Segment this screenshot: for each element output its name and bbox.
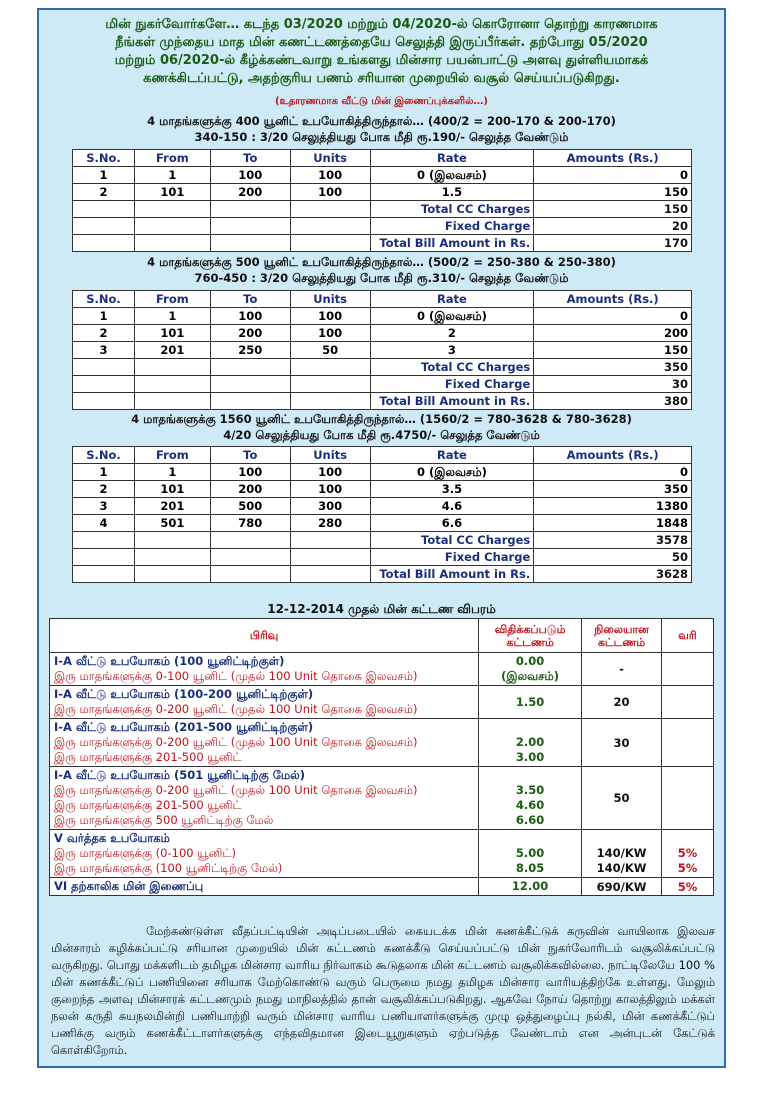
col-sno: S.No.: [73, 447, 135, 464]
col-units: Units: [290, 291, 370, 308]
table-row: 4 501 780 280 6.6 1848: [73, 515, 692, 532]
total-row: Total Bill Amount in Rs. 380: [73, 393, 692, 410]
table-row: 3 201 250 50 3 150: [73, 342, 692, 359]
table-row: 1 1 100 100 0 (இலவசம்) 0: [73, 308, 692, 325]
total-row: Total Bill Amount in Rs. 3628: [73, 566, 692, 583]
col-amount: Amounts (Rs.): [534, 447, 692, 464]
col-to: To: [210, 447, 290, 464]
col-category: பிரிவு: [50, 619, 479, 653]
col-tax: வரி: [662, 619, 714, 653]
col-units: Units: [290, 447, 370, 464]
example-2-line-2: 760-450 : 3/20 செலுத்தியது போக மீதி ரூ.310/- செலுத்த வேண்டும்: [194, 271, 569, 285]
col-to: To: [210, 291, 290, 308]
col-rate: Rate: [370, 447, 534, 464]
table-row: I-A வீட்டு உபயோகம் (501 யூனிட்டிற்கு மேல்) இரு மாதங்களுக்கு 0-200 யூனிட் (முதல் 100 Unit தொகை இலவசம்) இரு மாதங்களுக்கு 201-500 யூனிட் இரு மாதங்களுக்கு 500 யூனிட்டிற்கு மேல் 3.50 4.60 6.60 50: [50, 767, 714, 830]
table-row: 1 1 100 100 0 (இலவசம்) 0: [73, 167, 692, 184]
total-row: Total CC Charges 150: [73, 201, 692, 218]
example-2-line-1: 4 மாதங்களுக்கு 500 யூனிட் உபயோகித்திருந்தால்… (500/2 = 250-380 & 250-380): [147, 255, 616, 269]
closing-paragraph: மேற்கண்டுள்ள வீதப்பட்டியின் அடிப்படையில் கையடக்க மின் கணக்கீட்டுக் கருவின் வாயிலாக இலவச மின்சாரம் கழிக்கப்பட்டு சரியான முறையில் மின் கட்டணம் கணக்கீடு செய்யப்பட்டு மின் நுகர்வோரிடம் வசூலிக்கப்பட்டு வருகிறது. பொது மக்களிடம் தமிழக மின்சார வாரிய நிர்வாகம் கூடுதலாக மின் கட்டணம் வசூலிக்கவில்லை. நாட்டிலேயே 100 % மின் கணக்கீட்டுப் பணியினை சரியாக மேற்கொண்டு வரும் பெருமை நமது தமிழக மின்சார வாரியத்திற்கே உள்ளது. மேலும் குறைந்த அளவு மின்சாரக் கட்டணமும் நமது மாநிலத்தில் தான் வசூலிக்கப்படுகிறது. ஆகவே நோய் தொற்று காலத்திலும் மக்கள் நலன் கருதி சுயநலமின்றி பணியாற்றி வரும் மின்சார வாரிய பணியாளர்களுக்கு முழு ஒத்துழைப்பு நல்கி, மின் கணக்கீட்டுப் பணிக்கு வரும் கணக்கீட்டாளர்களுக்கு எந்தவிதமான இடையூறுகளும் ஏற்படுத்த வேண்டாம் என அன்புடன் கேட்டுக் கொள்கிறோம்.: [51, 924, 715, 1057]
tariff-schedule-table: [49, 618, 714, 896]
col-from: From: [134, 447, 210, 464]
col-units: Units: [290, 150, 370, 167]
table-row: 1 1 100 100 0 (இலவசம்) 0: [73, 464, 692, 481]
example-1-table: [72, 149, 692, 252]
table-row: 2 101 200 100 3.5 350: [73, 481, 692, 498]
table-row: 3 201 500 300 4.6 1380: [73, 498, 692, 515]
table-row: VI தற்காலிக மின் இணைப்பு 12.00 690/KW 5%: [50, 878, 714, 896]
intro-line-4: கணக்கிடப்பட்டு, அதற்குரிய பணம் சரியான முறையில் வசூல் செய்யப்படுகிறது.: [143, 71, 620, 86]
col-rate: Rate: [370, 150, 534, 167]
table-row: 2 101 200 100 2 200: [73, 325, 692, 342]
table-row: I-A வீட்டு உபயோகம் (201-500 யூனிட்டிற்குள்) இரு மாதங்களுக்கு 0-200 யூனிட் (முதல் 100 Unit தொகை இலவசம்) இரு மாதங்களுக்கு 201-500 யூனிட் 2.00 3.00 30: [50, 719, 714, 767]
example-1-line-2: 340-150 : 3/20 செலுத்தியது போக மீதி ரூ.190/- செலுத்த வேண்டும்: [194, 130, 569, 144]
table-row: 2 101 200 100 1.5 150: [73, 184, 692, 201]
total-row: Total CC Charges 350: [73, 359, 692, 376]
example-3-line-1: 4 மாதங்களுக்கு 1560 யூனிட் உபயோகித்திருந்தால்… (1560/2 = 780-3628 & 780-3628): [131, 412, 632, 426]
intro-line-2: நீங்கள் முந்தைய மாத மின் கணட்டணத்தையே செலுத்தி இருப்பீர்கள். தற்போது 05/2020: [115, 35, 648, 50]
total-row: Total CC Charges 3578: [73, 532, 692, 549]
table-row: I-A வீட்டு உபயோகம் (100 யூனிட்டிற்குள்) இரு மாதங்களுக்கு 0-100 யூனிட் (முதல் 100 Unit தொகை இலவசம்) 0.00 (இலவசம்) -: [50, 653, 714, 686]
total-row: Fixed Charge 50: [73, 549, 692, 566]
col-amount: Amounts (Rs.): [534, 150, 692, 167]
table-row: I-A வீட்டு உபயோகம் (100-200 யூனிட்டிற்குள்) இரு மாதங்களுக்கு 0-200 யூனிட் (முதல் 100 Unit தொகை இலவசம்) 1.50 20: [50, 686, 714, 719]
schedule-title: 12-12-2014 முதல் மின் கட்டண விபரம்: [267, 602, 496, 616]
total-row: Total Bill Amount in Rs. 170: [73, 235, 692, 252]
col-sno: S.No.: [73, 150, 135, 167]
intro-line-3: மற்றும் 06/2020-ல் கீழ்க்கண்டவாறு உங்களது மின்சார பயன்பாட்டு அளவு துள்ளியமாகக்: [114, 53, 649, 68]
example-3-line-2: 4/20 செலுத்தியது போக மீதி ரூ.4750/- செலுத்த வேண்டும்: [223, 428, 540, 442]
col-from: From: [134, 150, 210, 167]
col-to: To: [210, 150, 290, 167]
col-rate: Rate: [370, 291, 534, 308]
col-from: From: [134, 291, 210, 308]
example-1-line-1: 4 மாதங்களுக்கு 400 யூனிட் உபயோகித்திருந்தால்… (400/2 = 200-170 & 200-170): [147, 114, 616, 128]
col-sno: S.No.: [73, 291, 135, 308]
col-fixed-charge: நிலையான கட்டணம்: [582, 619, 662, 653]
table-row: V வர்த்தக உபயோகம் இரு மாதங்களுக்கு (0-100 யூனிட்) இரு மாதங்களுக்கு (100 யூனிட்டிற்கு மேல்) 5.00 8.05 140/KW 140/KW 5% 5%: [50, 830, 714, 878]
col-amount: Amounts (Rs.): [534, 291, 692, 308]
example-3-table: [72, 446, 692, 583]
example-2-table: [72, 290, 692, 410]
total-row: Fixed Charge 20: [73, 218, 692, 235]
intro-line-1: மின் நுகர்வோர்களே… கடந்த 03/2020 மற்றும் 04/2020-ல் கொரோனா தொற்று காரணமாக: [105, 17, 658, 32]
notice-page: [37, 8, 726, 1068]
total-row: Fixed Charge 30: [73, 376, 692, 393]
example-note: (உதாரணமாக வீட்டு மின் இணைப்புக்களில்…): [275, 96, 488, 107]
col-energy-charge: விதிக்கப்படும் கட்டணம்: [479, 619, 582, 653]
